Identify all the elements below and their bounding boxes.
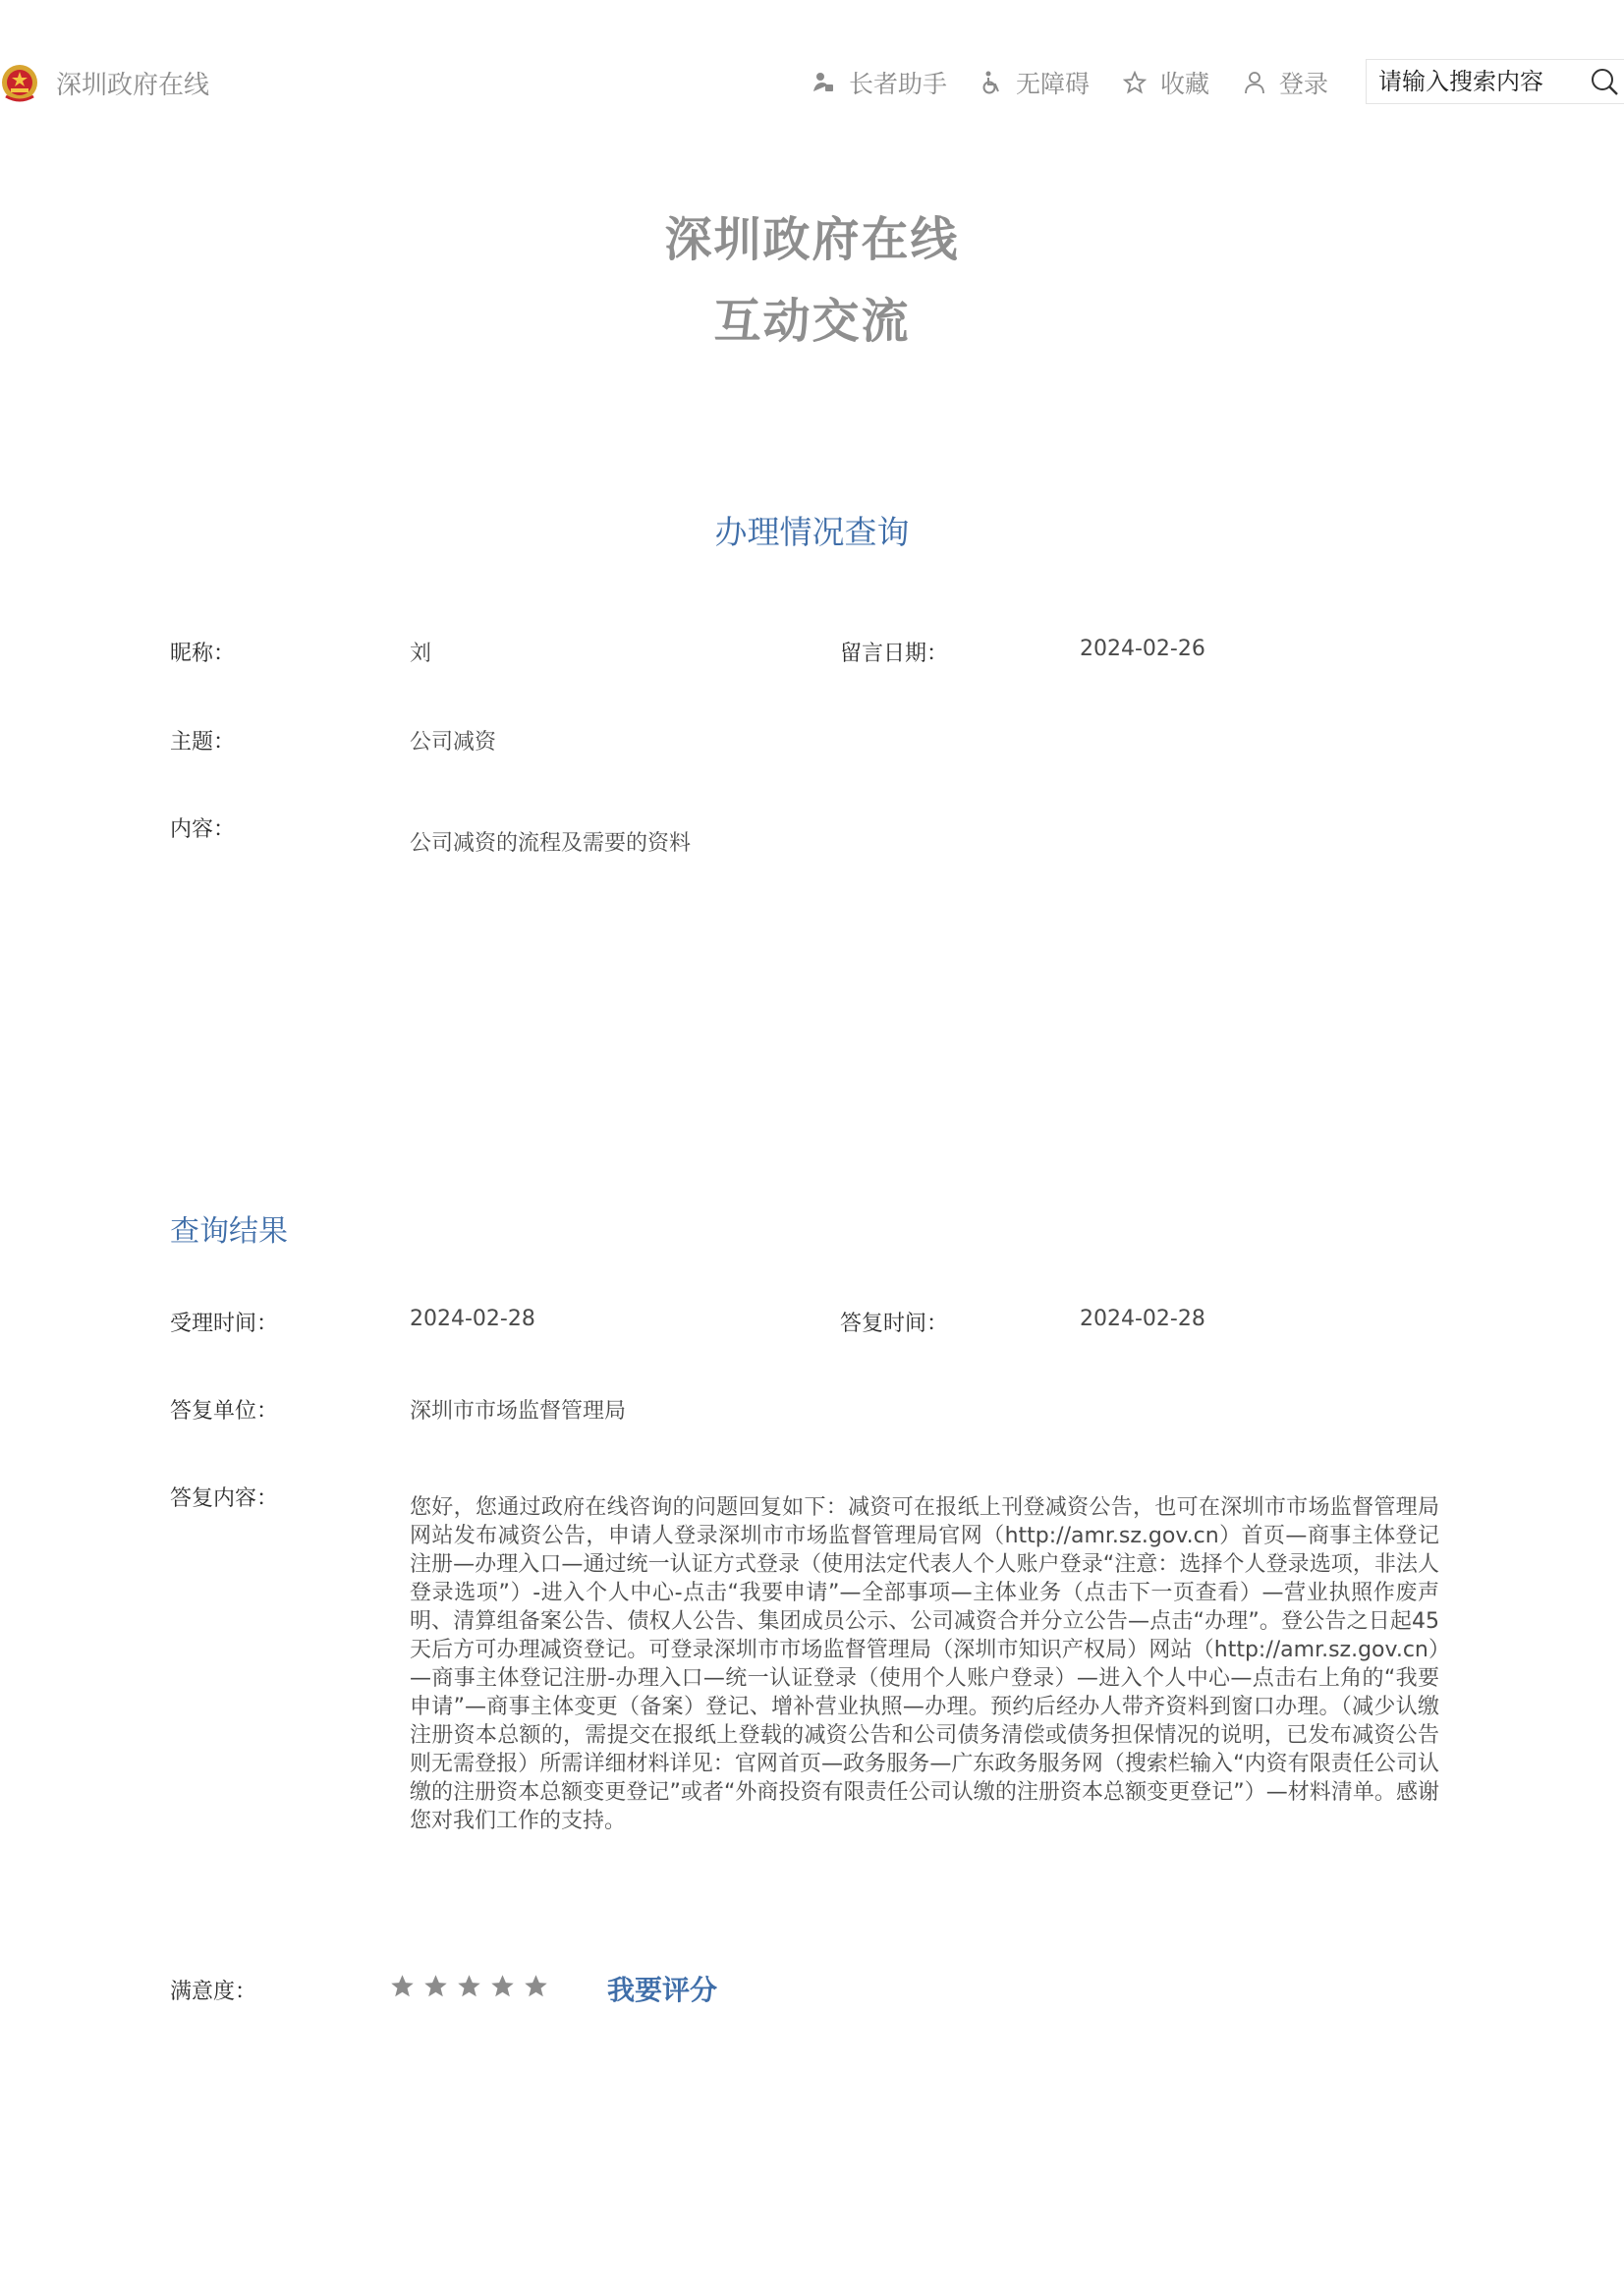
search-icon[interactable] <box>1590 67 1619 100</box>
reply-content-text: 您好，您通过政府在线咨询的问题回复如下：减资可在报纸上刊登减资公告，也可在深圳市市场监督管理局网站发布减资公告，申请人登录深圳市市场监督管理局官网（http://amr.sz.gov.cn）首页—商事主体登记注册—办理入口—通过统一认证方式登录（使用法定代表人个人账户登录“注意：选择个人登录选项，非法人登录选项”）-进入个人中心-点击“我要申请”—全部事项—主体业务（点击下一页查看）—营业执照作废声明、清算组备案公告、债权人公告、集团成员公示、公司减资合并分立公告—点击“办理”。登公告之日起45天后方可办理减资登记。可登录深圳市市场监督管理局（深圳市知识产权局）网站（http://amr.sz.gov.cn）—商事主体登记注册-办理入口—统一认证登录（使用个人账户登录）—进入个人中心—点击右上角的“我要申请”—商事主体变更（备案）登记、增补营业执照—办理。预约后经办人带齐资料到窗口办理。（减少认缴注册资本总额的，需提交在报纸上登载的减资公告和公司债务清偿或债务担保情况的说明，已发布减资公告则无需登报）所需详细材料详见：官网首页—政务服务—广东政务服务网（搜索栏输入“内资有限责任公司认缴的注册资本总额变更登记”或者“外商投资有限责任公司认缴的注册资本总额变更登记”）—材料清单。感谢您对我们工作的支持。 <box>410 1495 1439 1833</box>
elder-assistant-label: 长者助手 <box>849 70 948 98</box>
elder-assistant-icon <box>812 71 835 94</box>
reply-time-label: 答复时间： <box>840 1312 949 1336</box>
accessibility-label: 无障碍 <box>1016 70 1091 98</box>
search-box <box>1366 59 1624 104</box>
subject-value: 公司减资 <box>410 730 497 755</box>
reply-unit-label: 答复单位： <box>170 1399 279 1424</box>
rating-star-icon[interactable] <box>389 1973 416 1999</box>
rating-star-icon[interactable] <box>422 1973 449 1999</box>
favorite-link[interactable] <box>1123 65 1209 100</box>
reply-content-label: 答复内容： <box>170 1486 279 1511</box>
rating-star-icon[interactable] <box>456 1973 482 1999</box>
rating-star-icon[interactable] <box>489 1973 516 1999</box>
login-label: 登录 <box>1279 70 1329 98</box>
national-emblem-icon[interactable] <box>0 59 39 106</box>
reply-time-value: 2024-02-28 <box>1080 1307 1205 1331</box>
hero-subtitle: 互动交流 <box>713 294 911 349</box>
reply-unit-value: 深圳市市场监督管理局 <box>410 1399 627 1424</box>
rating-stars <box>389 1973 549 1999</box>
subject-label: 主题： <box>170 730 236 755</box>
result-section-title: 查询结果 <box>170 1214 288 1249</box>
star-outline-icon <box>1123 71 1147 94</box>
elder-assistant-link[interactable] <box>812 65 947 100</box>
accept-time-label: 受理时间： <box>170 1312 279 1336</box>
login-link[interactable] <box>1244 65 1328 100</box>
content-value: 公司减资的流程及需要的资料 <box>410 831 692 856</box>
hero-title: 深圳政府在线 <box>664 212 960 267</box>
satisfaction-label: 满意度： <box>170 1980 257 2004</box>
message-date-value: 2024-02-26 <box>1080 637 1205 661</box>
query-section-title: 办理情况查询 <box>714 513 910 551</box>
content-label: 内容： <box>170 817 236 842</box>
top-bar <box>0 0 1624 167</box>
user-icon <box>1244 71 1265 94</box>
message-date-label: 留言日期： <box>840 642 949 666</box>
accessibility-icon <box>980 71 1002 94</box>
site-name[interactable]: 深圳政府在线 <box>56 71 210 100</box>
search-input[interactable] <box>1378 66 1575 97</box>
accept-time-value: 2024-02-28 <box>410 1307 535 1331</box>
rating-star-icon[interactable] <box>523 1973 549 1999</box>
nickname-label: 昵称： <box>170 642 236 666</box>
accessibility-link[interactable] <box>980 65 1090 100</box>
rate-button[interactable]: 我要评分 <box>607 1974 718 2006</box>
nickname-value: 刘 <box>410 642 432 666</box>
favorite-label: 收藏 <box>1160 70 1210 98</box>
